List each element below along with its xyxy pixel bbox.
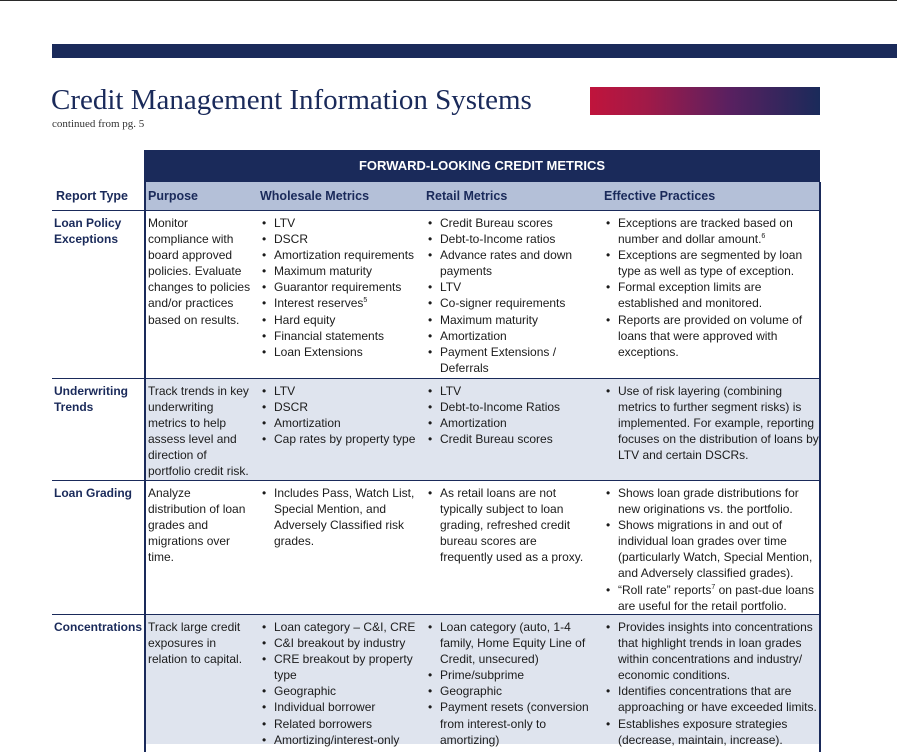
list-item: • C&I breakout by industry [260, 635, 420, 651]
table-row [52, 210, 820, 378]
list-item: • Use of risk layering (combining metrics to further segment risks) is implemented. For example, reporting focuses on the distribution of loans by LTV and certain DSCRs. [604, 383, 820, 463]
list-item: • Credit Bureau scores [426, 215, 590, 231]
purpose-cell: Analyze distribution of loan grades and migrations over time. [148, 486, 246, 565]
title-accent-bar [590, 87, 820, 115]
list-item: • Loan category – C&I, CRE [260, 619, 420, 635]
purpose-cell: Monitor compliance with board approved policies. Evaluate changes to policies and/or practices based on results. [148, 216, 251, 327]
list-item: • LTV [426, 279, 590, 295]
list-item: • Prime/subprime [426, 667, 590, 683]
list-item: • Amortization [426, 328, 590, 344]
table-row [52, 614, 820, 747]
list-item: • Cap rates by property type [260, 431, 420, 447]
list-item: • Hard equity [260, 312, 420, 328]
list-item: • Payment resets (conversion from interest-only to amortizing) [426, 699, 590, 747]
list-item: • Debt-to-Income ratios [426, 231, 590, 247]
continued-note: continued from pg. 5 [52, 118, 145, 130]
list-item: • Formal exception limits are established and monitored. [604, 279, 820, 311]
wholesale-metrics-cell [260, 619, 420, 748]
retail-metrics-cell [426, 383, 590, 447]
list-item: • Advance rates and down payments [426, 247, 590, 279]
column-divider-right [819, 182, 821, 752]
list-item: • Credit Bureau scores [426, 431, 590, 447]
list-item: • Interest reserves$^5$ [260, 295, 420, 311]
list-item: • LTV [426, 383, 590, 399]
list-item: • Guarantor requirements [260, 279, 420, 295]
top-rule [0, 0, 897, 1]
list-item: • CRE breakout by property type [260, 651, 420, 683]
wholesale-metrics-cell [260, 383, 420, 447]
list-item: • Reports are provided on volume of loans that were approved with exceptions. [604, 312, 820, 360]
list-item: • Maximum maturity [260, 263, 420, 279]
report-type-cell: Concentrations [54, 620, 143, 634]
list-item: • Includes Pass, Watch List, Special Mention, and Adversely Classified risk grades. [260, 485, 420, 549]
list-item: • Related borrowers [260, 716, 420, 732]
list-item: • Provides insights into concentrations that highlight trends in loan grades within concentrations and industry/ economic conditions. [604, 619, 820, 683]
table-row [52, 378, 820, 480]
effective-practices-cell [604, 215, 820, 360]
header-navy-band [52, 44, 897, 58]
effective-practices-cell [604, 485, 820, 614]
list-item: • Financial statements [260, 328, 420, 344]
list-item: • Amortizing/interest-only [260, 732, 420, 748]
table-header-row [52, 182, 820, 210]
list-item: • Shows loan grade distributions for new originations vs. the portfolio. [604, 485, 820, 517]
retail-metrics-cell [426, 619, 590, 748]
list-item: • DSCR [260, 231, 420, 247]
effective-practices-cell [604, 383, 820, 463]
effective-practices-cell [604, 619, 820, 748]
page-title: Credit Management Information Systems [51, 84, 532, 116]
header-wholesale: Wholesale Metrics [260, 189, 370, 203]
list-item: • Shows migrations in and out of individual loan grades over time (particularly Watch, Special Mention, and Adversely classified grades). [604, 517, 820, 581]
header-purpose: Purpose [148, 189, 199, 203]
list-item: • Co-signer requirements [426, 295, 590, 311]
column-divider-left [144, 182, 146, 752]
list-item: • Debt-to-Income Ratios [426, 399, 590, 415]
report-type-cell: Loan Grading [54, 486, 132, 500]
list-item: • Amortization [260, 415, 420, 431]
list-item: • Exceptions are tracked based on number and dollar amount.$^6$ [604, 215, 820, 247]
purpose-cell: Track large credit exposures in relation to capital. [148, 620, 243, 667]
list-item: • As retail loans are not typically subject to loan grading, refreshed credit bureau scores are frequently used as a proxy. [426, 485, 590, 565]
list-item: • Payment Extensions / Deferrals [426, 344, 590, 376]
list-item: • Loan category (auto, 1-4 family, Home Equity Line of Credit, unsecured) [426, 619, 590, 667]
list-item: • Exceptions are segmented by loan type as well as type of exception. [604, 247, 820, 279]
list-item: • Individual borrower [260, 699, 420, 715]
header-practices: Effective Practices [604, 189, 716, 203]
list-item: • Establishes exposure strategies (decrease, maintain, increase). [604, 716, 820, 748]
list-item: • Loan Extensions [260, 344, 420, 360]
header-retail: Retail Metrics [426, 189, 508, 203]
header-report-type: Report Type [56, 189, 128, 203]
report-type-cell: Loan Policy Exceptions [54, 216, 122, 247]
retail-metrics-cell [426, 485, 590, 565]
list-item: • Maximum maturity [426, 312, 590, 328]
list-item: • Amortization requirements [260, 247, 420, 263]
wholesale-metrics-cell [260, 485, 420, 549]
list-item: • LTV [260, 215, 420, 231]
retail-metrics-cell [426, 215, 590, 376]
list-item: • Geographic [260, 683, 420, 699]
list-item: • “Roll rate” reports$^7$ on past-due loans are useful for the retail portfolio. [604, 582, 820, 614]
report-type-cell: Underwriting Trends [54, 384, 128, 415]
list-item: • Identifies concentrations that are approaching or have exceeded limits. [604, 683, 820, 715]
table-banner: FORWARD-LOOKING CREDIT METRICS [144, 150, 820, 182]
list-item: • Geographic [426, 683, 590, 699]
list-item: • LTV [260, 383, 420, 399]
table-row [52, 480, 820, 614]
list-item: • DSCR [260, 399, 420, 415]
wholesale-metrics-cell [260, 215, 420, 360]
purpose-cell: Track trends in key underwriting metrics to help assess level and direction of portfolio credit risk. [148, 384, 249, 479]
list-item: • Amortization [426, 415, 590, 431]
